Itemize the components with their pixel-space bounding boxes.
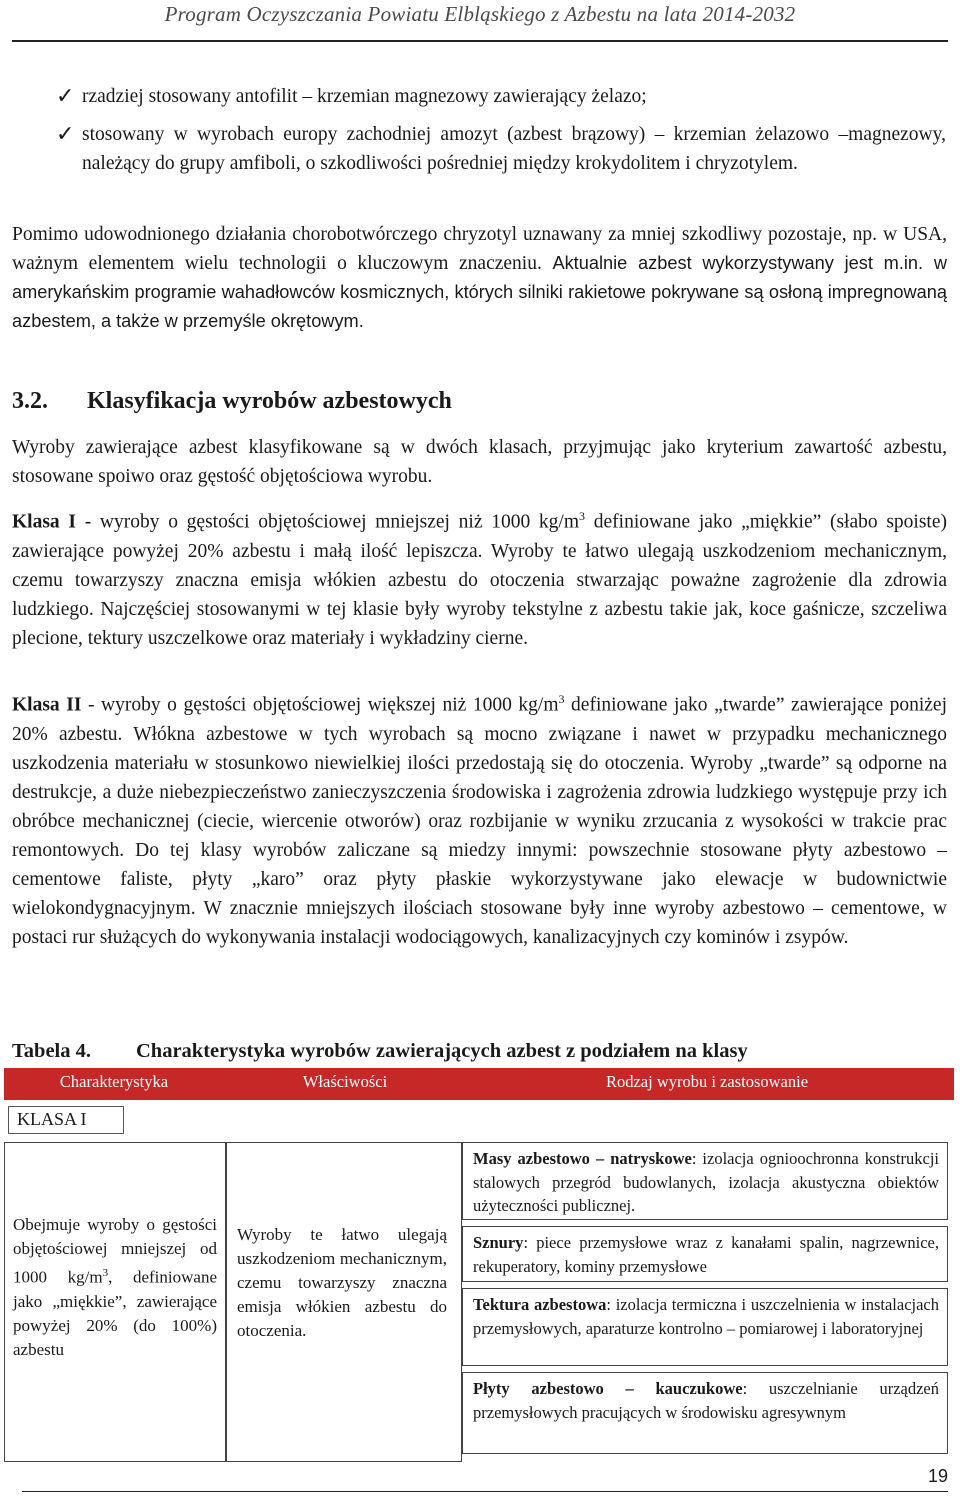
class-1-text-rest: definiowane jako „miękkie” (słabo spoiste) zawierające powyżej 20% azbestu i małą ilość lepiszcza. Wyroby te łatwo ulegają uszkodzeniom mechanicznym, czemu towarzyszy znaczna emisja włókien azbestu do otoczenia stwarzając poważne zagrożenie dla zdrowia ludzkiego. Najczęściej stosowanymi w tej klasie były wyroby tekstylne z azbestu takie jak, koce gaśnicze, szczeliwa plecione, tektury uszczelkowe oraz materiały i wykładziny cierne. bbox=[12, 511, 948, 649]
product-name: Sznury bbox=[473, 1233, 524, 1252]
properties-cell bbox=[226, 1142, 462, 1462]
footer-divider bbox=[22, 1491, 948, 1492]
table-caption bbox=[12, 1040, 952, 1063]
class-2-text: - wyroby o gęstości objętościowej większej niż 1000 kg/m bbox=[81, 694, 559, 716]
product-description: : izolacja termiczna i uszczelnienia w instalacjach przemysłowych, aparaturze kontrolno – pomiarowej i laboratoryjnej bbox=[473, 1295, 939, 1338]
class-1-label: Klasa I bbox=[12, 511, 76, 533]
characteristic-text bbox=[13, 1213, 217, 1362]
page-number: 19 bbox=[927, 1466, 948, 1486]
checklist-text: stosowany w wyrobach europy zachodniej amozyt (azbest brązowy) – krzemian żelazowo –magnezowy, należący do grupy amfiboli, o szkodliwości pośredniej między krokydolitem i chryzotylem. bbox=[82, 124, 946, 174]
header-divider bbox=[12, 40, 948, 42]
checkmark-icon: ✓ bbox=[56, 122, 75, 147]
class-1-text: - wyroby o gęstości objętościowej mniejszej niż 1000 kg/m bbox=[75, 511, 580, 533]
header-cell-characteristic: Charakterystyka bbox=[59, 1072, 169, 1091]
product-description: : izolacja ognioochronna konstrukcji stalowych przegród budowlanych, izolacja akustyczna obiektów użyteczności publicznej. bbox=[473, 1149, 939, 1215]
section-heading bbox=[12, 388, 452, 415]
checklist-item bbox=[56, 82, 946, 111]
table-caption-title: Charakterystyka wyrobów zawierających azbest z podziałem na klasy bbox=[136, 1040, 748, 1062]
class-label-cell: KLASA I bbox=[8, 1106, 124, 1134]
characteristic-text-a: Obejmuje wyroby o gęstości objętościowej mniejszej od 1000 kg/m bbox=[13, 1215, 217, 1287]
table-number: Tabela 4. bbox=[12, 1040, 91, 1062]
characteristic-text-b: , definiowane jako „miękkie”, zawierające powyżej 20% (do 100%) azbestu bbox=[13, 1267, 217, 1359]
product-item bbox=[462, 1288, 948, 1366]
header-cell-product-type: Rodzaj wyrobu i zastosowanie bbox=[605, 1072, 809, 1091]
product-item bbox=[462, 1226, 948, 1282]
product-name: Masy azbestowo – natryskowe bbox=[473, 1149, 692, 1168]
page-header: Program Oczyszczania Powiatu Elbląskiego z Azbestu na lata 2014-2032 bbox=[164, 2, 796, 26]
checklist-text: rzadziej stosowany antofilit – krzemian magnezowy zawierający żelazo; bbox=[82, 86, 647, 107]
superscript: 3 bbox=[102, 1267, 109, 1279]
section-title: Klasyfikacja wyrobów azbestowych bbox=[87, 388, 452, 414]
product-name: Tektura azbestowa bbox=[473, 1295, 607, 1314]
superscript: 3 bbox=[579, 509, 586, 523]
paragraph-serif: Pomimo udowodnionego działania chorobotwórczego chryzotyl uznawany za mniej szkodliwy pozostaje, np. w USA, ważnym elementem wielu technologii o kluczowym znaczeniu. bbox=[12, 224, 947, 274]
product-description: : piece przemysłowe wraz z kanałami spalin, nagrzewnice, rekuperatory, kominy przemysłowe bbox=[473, 1233, 939, 1276]
class-1-paragraph bbox=[12, 502, 947, 653]
characteristic-cell bbox=[4, 1142, 226, 1462]
checkmark-icon: ✓ bbox=[56, 84, 75, 109]
product-description: : uszczelnianie urządzeń przemysłowych pracujących w środowisku agresywnym bbox=[473, 1379, 939, 1422]
class-2-label: Klasa II bbox=[12, 694, 82, 716]
superscript: 3 bbox=[558, 692, 565, 706]
intro-paragraph: Wyroby zawierające azbest klasyfikowane są w dwóch klasach, przyjmując jako kryterium zawartość azbestu, stosowane spoiwo oraz gęstość objętościowa wyrobu. bbox=[12, 437, 947, 487]
header-cell-properties: Właściwości bbox=[302, 1072, 388, 1091]
product-item bbox=[462, 1142, 948, 1220]
paragraph-sans: Aktualnie azbest wykorzystywany jest m.in. w amerykańskim programie wahadłowców kosmicznych, których silniki rakietowe pokrywane są osłoną impregnowaną azbestem, a także w przemyśle okrętowym. bbox=[12, 253, 948, 331]
class-2-paragraph bbox=[12, 685, 947, 952]
product-name: Płyty azbestowo – kauczukowe bbox=[473, 1379, 743, 1398]
section-number: 3.2. bbox=[12, 388, 48, 414]
product-item bbox=[462, 1372, 948, 1454]
paragraph-usage bbox=[12, 220, 947, 336]
checklist-item bbox=[56, 120, 946, 178]
properties-text: Wyroby te łatwo ulegają uszkodzeniom mechanicznym, czemu towarzyszy znaczna emisja włókien azbestu do otoczenia. bbox=[237, 1225, 447, 1340]
class-2-text-rest: definiowane jako „twarde” zawierające poniżej 20% azbestu. Włókna azbestowe w tych wyrobach są mocno związane i nawet w przypadku mechanicznego uszkodzenia materiału w stosunkowo niewielkiej ilości przedostają się do otoczenia. Wyroby „twarde” są odporne na destrukcje, a duże niebezpieczeństwo zanieczyszczenia środowiska i zagrożenia zdrowia ludzkiego występuje przy ich obróbce mechanicznej (ciecie, wiercenie otworów) oraz rozbijanie w wyniku zrzucania z wysokości w trakcie prac remontowych. Do tej klasy wyrobów zaliczane są miedzy innymi: powszechnie stosowane płyty azbestowo – cementowe faliste, płyty „karo” oraz płyty płaskie wykorzystywane jako elewacje w budownictwie wielokondygnacyjnym. W znacznie mniejszych ilościach stosowane były inne wyroby azbestowo – cementowe, w postaci rur służących do wykonywania instalacji wodociągowych, kanalizacyjnych czy kominów i zsypów. bbox=[12, 694, 947, 948]
table-header bbox=[4, 1068, 954, 1100]
